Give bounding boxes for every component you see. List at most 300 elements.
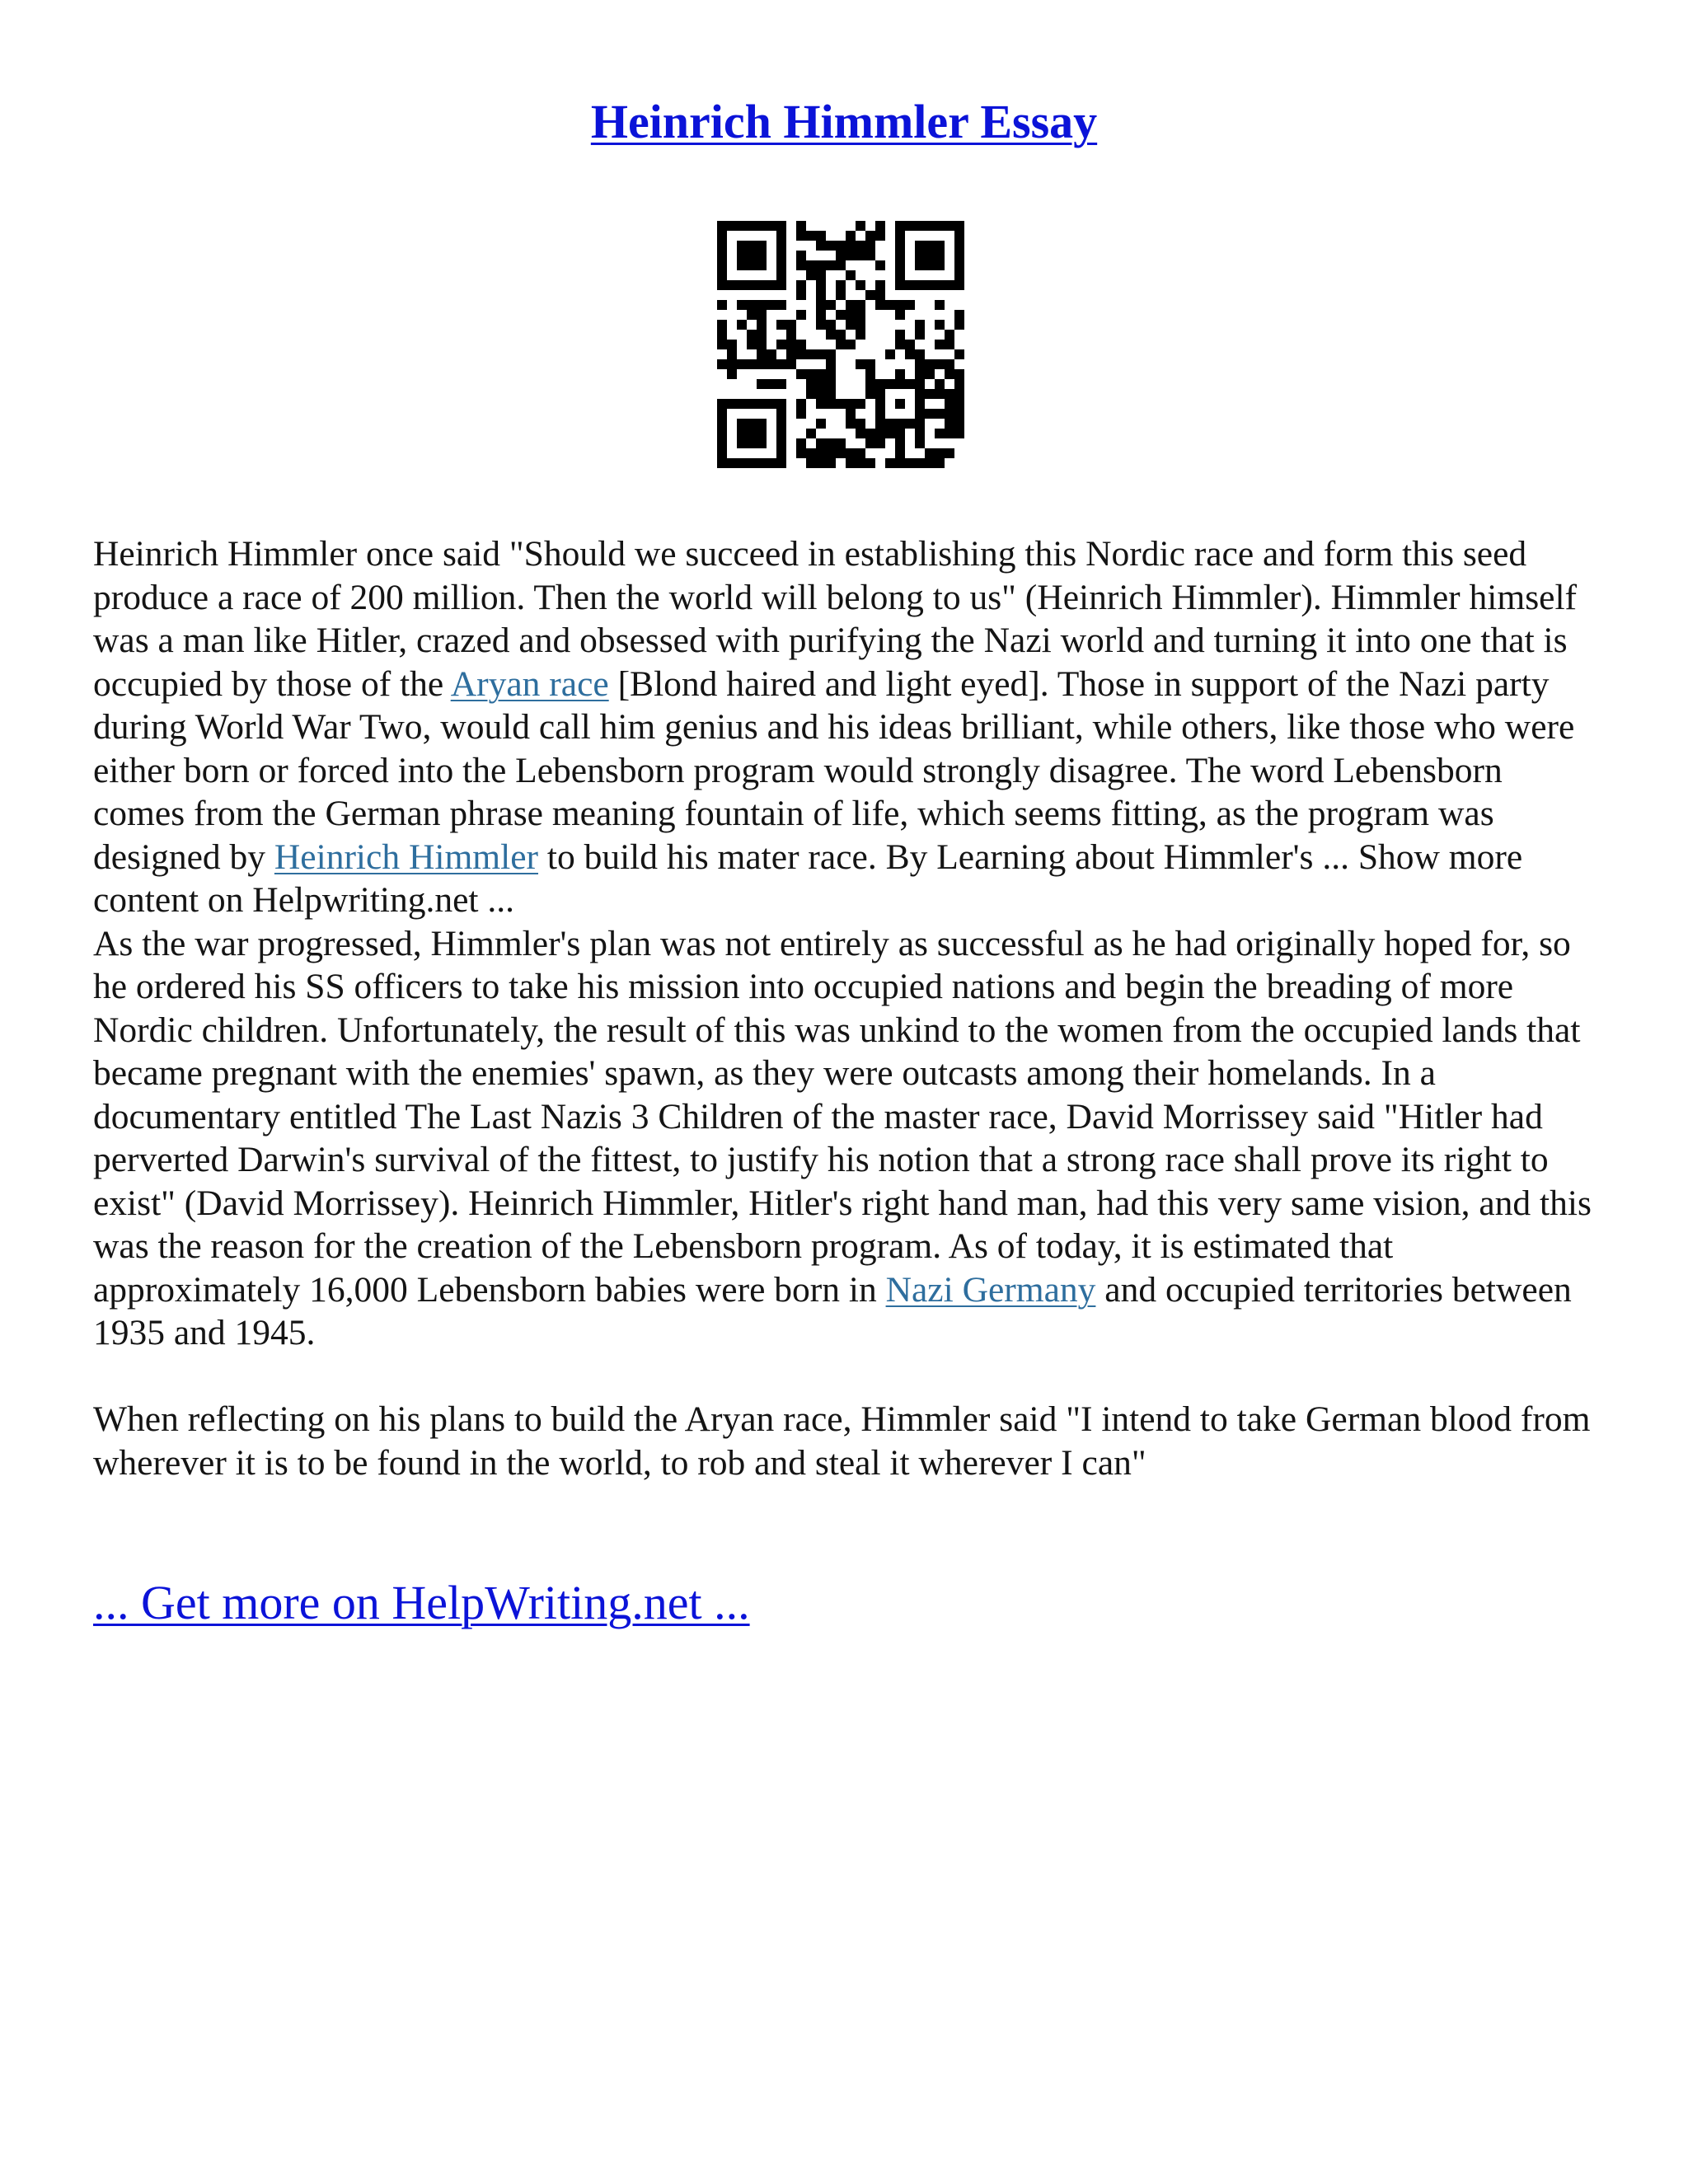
- qr-module: [767, 300, 776, 310]
- paragraph-2-text-c: 1935 and 1945.: [93, 1313, 316, 1352]
- qr-module: [925, 359, 935, 369]
- qr-module: [826, 241, 836, 251]
- qr-module: [806, 389, 816, 399]
- qr-module: [776, 231, 786, 241]
- qr-module: [836, 330, 846, 340]
- get-more-section: [93, 1574, 750, 1632]
- qr-module: [846, 241, 856, 251]
- qr-module: [717, 221, 727, 231]
- qr-module: [836, 438, 846, 448]
- qr-module: [826, 359, 836, 369]
- qr-module: [915, 438, 925, 448]
- qr-module: [737, 260, 747, 270]
- qr-module: [796, 399, 806, 409]
- qr-module: [727, 221, 737, 231]
- qr-module: [875, 260, 885, 270]
- qr-module: [865, 438, 875, 448]
- qr-module: [776, 251, 786, 260]
- paragraph-3-text: When reflecting on his plans to build the Aryan race, Himmler said "I intend to take German blood from wherever it is to be found in the world, to rob and steal it wherever I can": [93, 1399, 1591, 1483]
- qr-module: [796, 231, 806, 241]
- qr-module: [905, 280, 915, 290]
- qr-module: [856, 221, 865, 231]
- qr-module: [806, 448, 816, 458]
- qr-module: [875, 231, 885, 241]
- qr-module: [767, 458, 776, 468]
- qr-module: [905, 419, 915, 429]
- qr-module: [945, 419, 954, 429]
- paragraph-2-text-b: and occupied territories between: [1095, 1269, 1572, 1310]
- qr-module: [826, 300, 836, 310]
- qr-module: [727, 280, 737, 290]
- qr-module: [846, 320, 856, 330]
- qr-module: [727, 458, 737, 468]
- qr-module: [895, 340, 905, 349]
- qr-module: [836, 260, 846, 270]
- qr-module: [895, 330, 905, 340]
- qr-module: [776, 300, 786, 310]
- qr-module: [747, 310, 757, 320]
- qr-module: [727, 349, 737, 359]
- qr-module: [954, 409, 964, 419]
- qr-module: [767, 359, 776, 369]
- qr-module: [925, 221, 935, 231]
- qr-module: [846, 251, 856, 260]
- qr-module: [895, 369, 905, 379]
- qr-module: [935, 359, 945, 369]
- qr-module: [737, 300, 747, 310]
- qr-module: [915, 241, 925, 251]
- qr-module: [727, 340, 737, 349]
- qr-module: [846, 409, 856, 419]
- qr-module: [826, 438, 836, 448]
- qr-module: [954, 280, 964, 290]
- qr-module: [776, 280, 786, 290]
- qr-module: [895, 260, 905, 270]
- qr-module: [737, 280, 747, 290]
- qr-module: [737, 320, 747, 330]
- qr-module: [816, 310, 826, 320]
- qr-module: [767, 379, 776, 389]
- qr-module: [875, 399, 885, 409]
- qr-module: [856, 300, 865, 310]
- qr-module: [747, 221, 757, 231]
- qr-module: [945, 340, 954, 349]
- qr-module: [816, 280, 826, 290]
- qr-module: [895, 310, 905, 320]
- qr-module: [757, 419, 767, 429]
- qr-module: [717, 260, 727, 270]
- qr-module: [796, 409, 806, 419]
- qr-module: [885, 379, 895, 389]
- qr-module: [757, 260, 767, 270]
- qr-module: [757, 340, 767, 349]
- qr-module: [915, 389, 925, 399]
- qr-module: [935, 379, 945, 389]
- qr-module: [885, 458, 895, 468]
- qr-module: [846, 340, 856, 349]
- qr-module: [945, 369, 954, 379]
- qr-module: [875, 389, 885, 399]
- qr-module: [875, 221, 885, 231]
- qr-module: [776, 241, 786, 251]
- qr-module: [895, 280, 905, 290]
- get-more-link[interactable]: ... Get more on HelpWriting.net ...: [93, 1576, 750, 1629]
- qr-module: [757, 330, 767, 340]
- qr-module: [954, 270, 964, 280]
- qr-module: [747, 340, 757, 349]
- qr-module: [816, 458, 826, 468]
- qr-module: [796, 290, 806, 300]
- qr-module: [757, 438, 767, 448]
- qr-module: [954, 221, 964, 231]
- qr-module: [954, 310, 964, 320]
- qr-module: [796, 221, 806, 231]
- qr-module: [875, 438, 885, 448]
- qr-module: [875, 379, 885, 389]
- paragraph-2-text-a: As the war progressed, Himmler's plan was not entirely as successful as he had originally hoped for, so he ordered his SS officers to take his mission into occupied nations and begin the breading of more Nordic children. Unfortunately, the result of this was unkind to the women from the occupied lands that became pregnant with the enemies' spawn, as they were outcasts among their homelands. In a documentary entitled The Last Nazis 3 Children of the master race, David Morrissey said "Hitler had perverted Darwin's survival of the fittest, to justify his notion that a strong race shall prove its right to exist" (David Morrissey). Heinrich Himmler, Hitler's right hand man, had this very same vision, and this was the reason for the creation of the Lebensborn program. As of today, it is estimated that approximately 16,000 Lebensborn babies were born in: [93, 923, 1592, 1310]
- qr-module: [935, 300, 945, 310]
- qr-module: [895, 241, 905, 251]
- qr-module: [925, 369, 935, 379]
- qr-module: [865, 241, 875, 251]
- qr-module: [826, 458, 836, 468]
- qr-module: [915, 330, 925, 340]
- qr-module: [747, 280, 757, 290]
- qr-module: [905, 300, 915, 310]
- qr-module: [717, 429, 727, 438]
- qr-module: [786, 359, 796, 369]
- qr-module: [757, 221, 767, 231]
- qr-module: [717, 409, 727, 419]
- qr-module: [895, 270, 905, 280]
- qr-module: [737, 359, 747, 369]
- qr-module: [776, 399, 786, 409]
- qr-module: [806, 429, 816, 438]
- qr-module: [776, 320, 786, 330]
- qr-module: [935, 340, 945, 349]
- qr-module: [865, 458, 875, 468]
- qr-module: [875, 290, 885, 300]
- qr-module: [767, 280, 776, 290]
- qr-module: [776, 409, 786, 419]
- qr-module: [895, 399, 905, 409]
- qr-module: [806, 379, 816, 389]
- qr-module: [895, 231, 905, 241]
- qr-module: [945, 359, 954, 369]
- qr-module: [727, 399, 737, 409]
- qr-module: [717, 330, 727, 340]
- qr-module: [747, 260, 757, 270]
- qr-module: [856, 310, 865, 320]
- qr-module: [915, 221, 925, 231]
- qr-module: [757, 320, 767, 330]
- qr-module: [717, 438, 727, 448]
- qr-module: [727, 359, 737, 369]
- qr-module: [816, 379, 826, 389]
- qr-module: [776, 419, 786, 429]
- qr-module: [935, 280, 945, 290]
- qr-module: [747, 330, 757, 340]
- nazi-germany-link[interactable]: Nazi Germany: [885, 1269, 1096, 1310]
- qr-module: [796, 438, 806, 448]
- qr-module: [954, 369, 964, 379]
- qr-module: [846, 270, 856, 280]
- qr-module: [945, 330, 954, 340]
- qr-module: [945, 280, 954, 290]
- qr-module: [925, 389, 935, 399]
- qr-module: [826, 320, 836, 330]
- qr-module: [776, 458, 786, 468]
- qr-module: [945, 389, 954, 399]
- qr-module: [865, 429, 875, 438]
- qr-module: [885, 300, 895, 310]
- qr-module: [935, 448, 945, 458]
- qr-module: [846, 419, 856, 429]
- qr-module: [865, 359, 875, 369]
- qr-module: [905, 379, 915, 389]
- qr-module: [757, 359, 767, 369]
- qr-module: [796, 369, 806, 379]
- qr-module: [757, 399, 767, 409]
- qr-module: [865, 231, 875, 241]
- qr-module: [856, 251, 865, 260]
- qr-module: [826, 399, 836, 409]
- heinrich-himmler-link[interactable]: Heinrich Himmler: [274, 837, 539, 877]
- qr-module: [905, 340, 915, 349]
- qr-module: [945, 429, 954, 438]
- qr-module: [776, 379, 786, 389]
- qr-module: [954, 320, 964, 330]
- qr-module: [747, 458, 757, 468]
- qr-module: [915, 251, 925, 260]
- aryan-race-link[interactable]: Aryan race: [450, 663, 609, 704]
- qr-module: [875, 409, 885, 419]
- qr-module: [816, 438, 826, 448]
- qr-module: [865, 379, 875, 389]
- qr-module: [737, 251, 747, 260]
- qr-module: [915, 379, 925, 389]
- qr-module: [905, 458, 915, 468]
- qr-module: [806, 270, 816, 280]
- qr-module: [915, 359, 925, 369]
- qr-module: [816, 419, 826, 429]
- qr-module: [737, 438, 747, 448]
- qr-module: [786, 330, 796, 340]
- qr-module: [925, 260, 935, 270]
- qr-module: [767, 349, 776, 359]
- paragraph-1: [93, 532, 1601, 922]
- essay-body: [93, 532, 1601, 1484]
- qr-module: [895, 448, 905, 458]
- qr-module: [935, 320, 945, 330]
- qr-module: [846, 458, 856, 468]
- qr-module: [915, 399, 925, 409]
- qr-module: [826, 330, 836, 340]
- qr-module: [954, 389, 964, 399]
- qr-module: [915, 458, 925, 468]
- qr-module: [875, 419, 885, 429]
- qr-module: [717, 270, 727, 280]
- paragraph-3: [93, 1398, 1601, 1484]
- qr-module: [915, 409, 925, 419]
- qr-module: [836, 448, 846, 458]
- qr-module: [846, 300, 856, 310]
- qr-module: [935, 389, 945, 399]
- qr-module: [717, 300, 727, 310]
- qr-module: [796, 260, 806, 270]
- qr-module: [757, 310, 767, 320]
- qr-module: [935, 251, 945, 260]
- qr-module: [846, 399, 856, 409]
- qr-module: [925, 251, 935, 260]
- qr-code-icon: [717, 221, 964, 468]
- qr-module: [836, 399, 846, 409]
- qr-module: [856, 458, 865, 468]
- qr-module: [796, 280, 806, 290]
- qr-module: [796, 310, 806, 320]
- qr-module: [846, 310, 856, 320]
- qr-module: [826, 389, 836, 399]
- qr-module: [895, 221, 905, 231]
- qr-module: [846, 448, 856, 458]
- qr-module: [757, 300, 767, 310]
- qr-module: [836, 290, 846, 300]
- qr-module: [747, 300, 757, 310]
- qr-module: [747, 251, 757, 260]
- qr-module: [796, 349, 806, 359]
- qr-module: [925, 458, 935, 468]
- qr-module: [935, 221, 945, 231]
- qr-module: [925, 280, 935, 290]
- qr-module: [856, 280, 865, 290]
- qr-module: [935, 458, 945, 468]
- qr-module: [776, 260, 786, 270]
- qr-module: [796, 448, 806, 458]
- qr-module: [895, 251, 905, 260]
- qr-module: [846, 231, 856, 241]
- qr-module: [865, 369, 875, 379]
- qr-module: [816, 448, 826, 458]
- qr-module: [954, 349, 964, 359]
- qr-module: [786, 320, 796, 330]
- qr-module: [895, 300, 905, 310]
- qr-module: [737, 458, 747, 468]
- qr-module: [875, 280, 885, 290]
- qr-module: [925, 241, 935, 251]
- qr-module: [856, 359, 865, 369]
- qr-module: [806, 458, 816, 468]
- qr-module: [717, 241, 727, 251]
- qr-module: [786, 340, 796, 349]
- qr-module: [717, 231, 727, 241]
- qr-module: [776, 221, 786, 231]
- qr-module: [767, 399, 776, 409]
- qr-module: [816, 270, 826, 280]
- qr-module: [875, 300, 885, 310]
- qr-module: [816, 389, 826, 399]
- qr-module: [737, 429, 747, 438]
- qr-module: [776, 429, 786, 438]
- qr-module: [767, 221, 776, 231]
- qr-module: [954, 260, 964, 270]
- qr-module: [885, 429, 895, 438]
- qr-module: [757, 241, 767, 251]
- qr-module: [826, 349, 836, 359]
- qr-module: [885, 419, 895, 429]
- qr-module: [915, 429, 925, 438]
- paragraph-1-text-b: [Blond haired and light eyed]. Those in support of the Nazi party during World War Two, would call him genius and his ideas brilliant, while others, like those who were either born or forced into the Lebensborn program would strongly disagree. The word Lebensborn comes from the German phrase meaning fountain of life, which seems fitting, as the program was designed by: [93, 663, 1575, 877]
- qr-module: [915, 369, 925, 379]
- qr-module: [895, 379, 905, 389]
- qr-module: [776, 340, 786, 349]
- qr-module: [954, 419, 964, 429]
- qr-module: [776, 359, 786, 369]
- qr-module: [816, 320, 826, 330]
- qr-module: [757, 251, 767, 260]
- qr-module: [885, 349, 895, 359]
- qr-module: [776, 448, 786, 458]
- qr-module: [717, 359, 727, 369]
- paragraph-1-text-c: to build his mater race. By Learning about Himmler's ... Show more content on Helpwriting.net ...: [93, 837, 1523, 920]
- qr-module: [776, 270, 786, 280]
- qr-module: [796, 251, 806, 260]
- qr-module: [776, 438, 786, 448]
- qr-module: [954, 399, 964, 409]
- qr-module: [954, 251, 964, 260]
- qr-module: [954, 241, 964, 251]
- qr-module: [865, 290, 875, 300]
- qr-module: [945, 448, 954, 458]
- qr-module: [717, 340, 727, 349]
- qr-module: [757, 429, 767, 438]
- qr-module: [856, 241, 865, 251]
- qr-module: [816, 369, 826, 379]
- qr-module: [945, 221, 954, 231]
- qr-module: [925, 409, 935, 419]
- qr-module: [836, 340, 846, 349]
- qr-module: [836, 251, 846, 260]
- paragraph-1-text-a: Heinrich Himmler once said "Should we succeed in establishing this Nordic race and form this seed produce a race of 200 million. Then the world will belong to us" (Heinrich Himmler). Himmler himself was a man like Hitler, crazed and obsessed with purifying the Nazi world and turning it into one that is occupied by those of the: [93, 534, 1578, 704]
- qr-module: [717, 320, 727, 330]
- qr-module: [717, 458, 727, 468]
- qr-module: [915, 320, 925, 330]
- qr-module: [826, 379, 836, 389]
- paragraph-2: [93, 922, 1601, 1355]
- qr-module: [806, 349, 816, 359]
- qr-module: [816, 399, 826, 409]
- qr-module: [915, 349, 925, 359]
- qr-module: [806, 260, 816, 270]
- title-link[interactable]: Heinrich Himmler Essay: [590, 95, 1098, 148]
- qr-module: [856, 320, 865, 330]
- qr-module: [954, 231, 964, 241]
- qr-module: [717, 448, 727, 458]
- qr-module: [905, 349, 915, 359]
- qr-module: [727, 369, 737, 379]
- qr-module: [816, 300, 826, 310]
- qr-module: [836, 310, 846, 320]
- qr-module: [806, 369, 816, 379]
- qr-module: [816, 349, 826, 359]
- qr-module: [816, 290, 826, 300]
- qr-module: [796, 340, 806, 349]
- qr-module: [747, 438, 757, 448]
- qr-module: [856, 330, 865, 340]
- qr-module: [747, 419, 757, 429]
- qr-module: [747, 399, 757, 409]
- qr-module: [816, 260, 826, 270]
- qr-module: [856, 448, 865, 458]
